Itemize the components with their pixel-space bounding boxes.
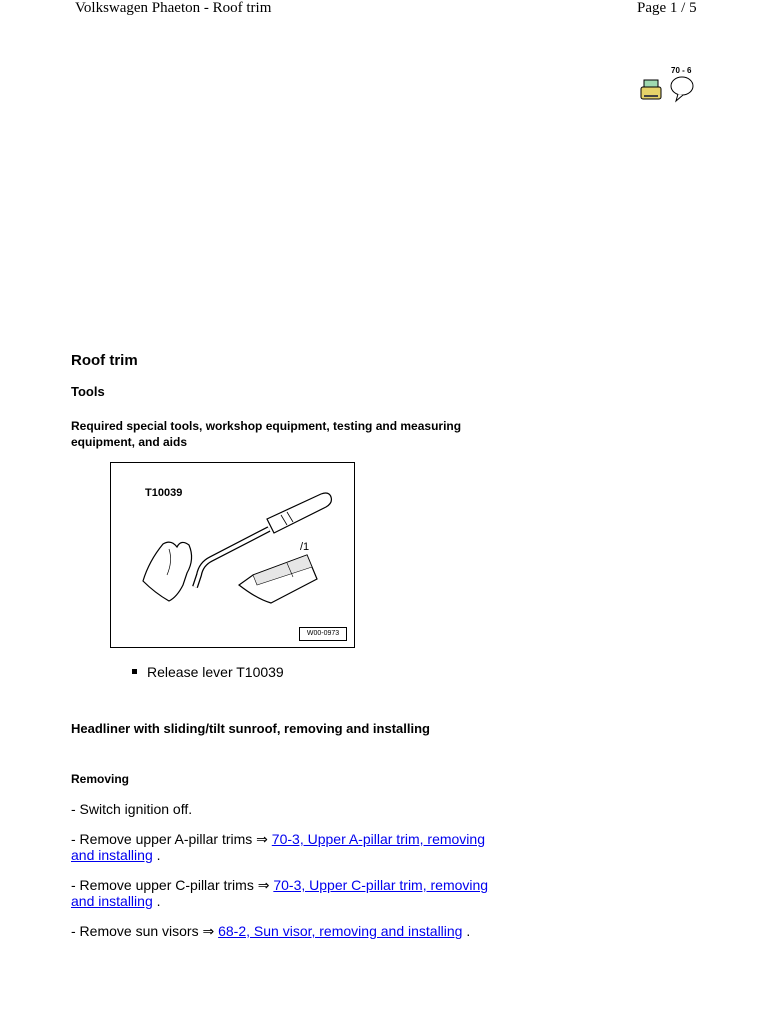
- tools-heading: Tools: [71, 384, 105, 399]
- figure-code: W00-0973: [299, 627, 347, 641]
- sun-visor-link[interactable]: 68-2, Sun visor, removing and installing: [218, 923, 463, 939]
- tool-figure: [110, 462, 355, 648]
- step-text: - Remove sun visors ⇒: [71, 923, 215, 939]
- page-reference: 70 - 6: [671, 66, 692, 75]
- page-number: Page 1 / 5: [637, 0, 697, 16]
- figure-tool-label: T10039: [145, 487, 183, 499]
- step-remove-a-pillar: [71, 831, 491, 863]
- step-remove-sun-visors: [71, 923, 491, 939]
- tool-list-item: [132, 664, 284, 680]
- step-tail: .: [156, 847, 161, 863]
- step-text: - Remove upper A-pillar trims ⇒: [71, 831, 268, 847]
- tools-subheading: Required special tools, workshop equipment, testing and measuring equipment, and aids: [71, 419, 462, 449]
- tool-item-text: Release lever T10039: [147, 664, 284, 680]
- step-tail: .: [466, 923, 471, 939]
- step-tail: .: [156, 893, 161, 909]
- printer-icon[interactable]: [641, 80, 661, 99]
- removing-heading: Removing: [71, 772, 130, 786]
- page-title: Roof trim: [71, 352, 138, 369]
- step-text: - Switch ignition off.: [71, 801, 193, 817]
- a-pillar-trim-link[interactable]: 70-3, Upper A-pillar trim, removing and installing: [71, 831, 485, 863]
- speech-bubble-icon[interactable]: [671, 77, 693, 101]
- page-header-title: Volkswagen Phaeton - Roof trim: [75, 0, 272, 16]
- step-remove-c-pillar: [71, 877, 491, 909]
- section-heading: Headliner with sliding/tilt sunroof, removing and installing: [71, 721, 430, 736]
- bullet-icon: [132, 669, 137, 674]
- c-pillar-trim-link[interactable]: 70-3, Upper C-pillar trim, removing and installing: [71, 877, 489, 909]
- page-tools: [638, 64, 698, 104]
- figure-part-label: /1: [300, 541, 310, 553]
- step-text: - Remove upper C-pillar trims ⇒: [71, 877, 270, 893]
- step-switch-ignition: [71, 801, 491, 817]
